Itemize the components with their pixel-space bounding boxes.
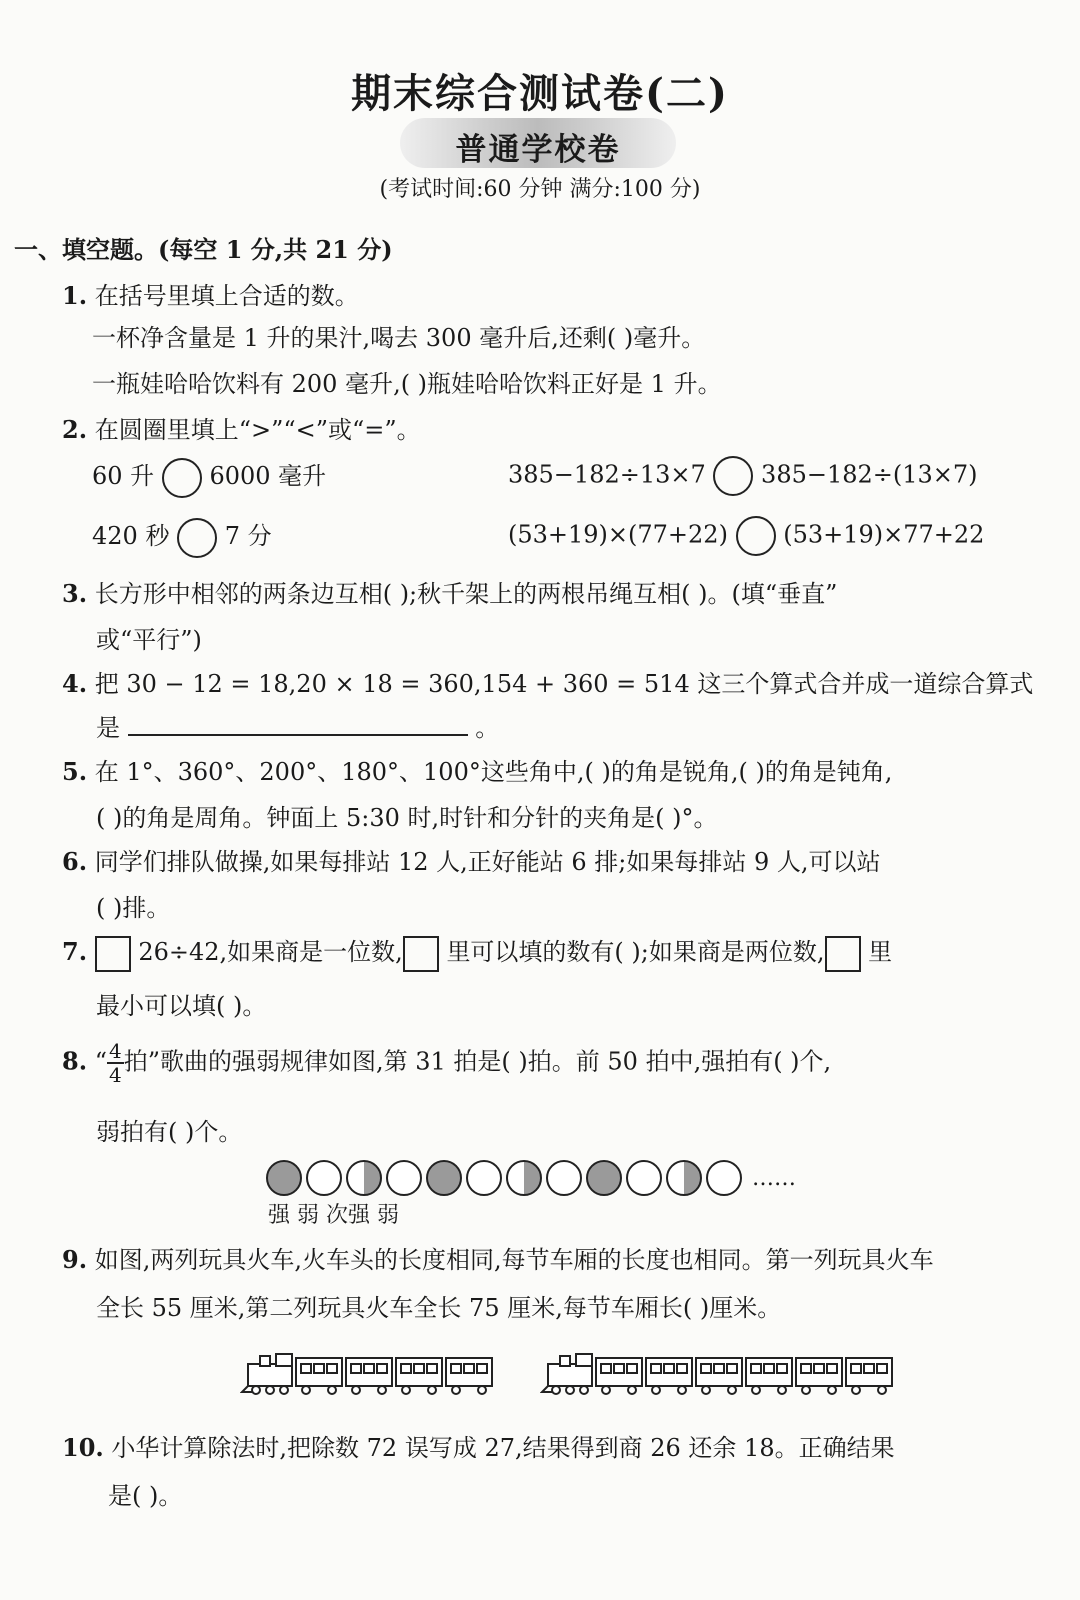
train-car (596, 1358, 642, 1394)
question-number: 3. (62, 579, 88, 608)
question-number: 9. (62, 1245, 88, 1274)
question-number: 7. (62, 937, 88, 966)
question-text: 小华计算除法时,把除数 72 误写成 27,结果得到商 26 还余 18。正确结果 (111, 1434, 895, 1462)
question-1-line-2: 一瓶娃哈哈饮料有 200 毫升,( )瓶娃哈哈饮料正好是 1 升。 (92, 370, 722, 398)
beat-circle-weak (306, 1160, 342, 1196)
answer-circle[interactable] (713, 456, 753, 496)
beat-row (266, 1168, 746, 1187)
question-5-line-1 (62, 752, 892, 787)
answer-circle[interactable] (177, 518, 217, 558)
question-8-line-1 (62, 1040, 831, 1086)
fraction-numerator: 4 (108, 1039, 122, 1063)
train-car (296, 1358, 342, 1394)
question-9-line-1 (62, 1240, 934, 1275)
question-4-line-1 (62, 664, 1033, 699)
question-number: 6. (62, 847, 88, 876)
question-number: 2. (62, 415, 88, 444)
question-8-line-2: 弱拍有( )个。 (96, 1118, 243, 1146)
compare-right: 6000 毫升 (209, 462, 327, 490)
quote-mark: “ (94, 1047, 107, 1076)
question-text: 同学们排队做操,如果每排站 12 人,正好能站 6 排;如果每排站 9 人,可以站 (94, 848, 881, 876)
answer-circle[interactable] (736, 516, 776, 556)
compare-item-d (508, 516, 984, 556)
answer-box[interactable] (825, 936, 861, 972)
beat-circle-weak (626, 1160, 662, 1196)
fraction-denominator: 4 (108, 1063, 122, 1087)
compare-right: 7 分 (224, 522, 272, 550)
question-text: 如图,两列玩具火车,火车头的长度相同,每节车厢的长度也相同。第一列玩具火车 (94, 1246, 934, 1274)
question-text: 26÷42,如果商是一位数, (138, 938, 403, 966)
answer-blank-line[interactable] (128, 712, 468, 736)
question-5-line-2: ( )的角是周角。钟面上 5:30 时,时针和分针的夹角是( )°。 (96, 804, 718, 832)
beat-circle-weak (546, 1160, 582, 1196)
time-signature-fraction (107, 1040, 124, 1086)
question-text: 把 30 − 12 = 18,20 × 18 = 360,154 + 360 = 514 这三个算式合并成一道综合算式 (94, 670, 1034, 698)
compare-left: (53+19)×(77+22) (508, 520, 728, 549)
compare-item-a (92, 456, 326, 498)
beat-ellipsis: …… (752, 1165, 796, 1191)
question-3-line-1 (62, 574, 837, 609)
compare-left: 420 秒 (92, 522, 170, 550)
compare-left: 385−182÷13×7 (508, 460, 706, 489)
question-number: 5. (62, 757, 88, 786)
exam-info: (考试时间:60 分钟 满分:100 分) (379, 177, 701, 202)
beat-circle-weak (706, 1160, 742, 1196)
train-car (346, 1358, 392, 1394)
page-title: 期末综合测试卷(二) (351, 70, 729, 117)
question-number: 8. (62, 1046, 88, 1076)
question-2-stem (62, 410, 421, 445)
compare-right: 385−182÷(13×7) (761, 460, 978, 489)
beat-circle-strong (266, 1160, 302, 1196)
compare-right: (53+19)×77+22 (783, 520, 985, 549)
page-subtitle: 普通学校卷 (455, 132, 621, 168)
question-text: 里可以填的数有( );如果商是两位数, (446, 938, 825, 966)
beat-labels: 强 弱 次强 弱 (268, 1203, 399, 1228)
train-car (846, 1358, 892, 1394)
question-10-line-1 (62, 1428, 895, 1463)
question-3-line-2: 或“平行”) (96, 626, 202, 654)
beat-circle-weak (466, 1160, 502, 1196)
answer-circle[interactable] (162, 458, 202, 498)
locomotive (242, 1354, 292, 1394)
question-number: 10. (62, 1433, 104, 1462)
question-10-line-2: 是( )。 (108, 1482, 183, 1510)
section-heading (14, 230, 393, 265)
answer-box[interactable] (403, 936, 439, 972)
question-number: 1. (62, 281, 88, 310)
question-9-line-2: 全长 55 厘米,第二列玩具火车全长 75 厘米,每节车厢长( )厘米。 (96, 1294, 782, 1322)
compare-item-c (92, 516, 272, 558)
question-7-line-2: 最小可以填( )。 (96, 992, 267, 1020)
train-car (796, 1358, 842, 1394)
question-text: 长方形中相邻的两条边互相( );秋千架上的两根吊绳互相( )。(填“垂直” (94, 580, 838, 608)
train-car (696, 1358, 742, 1394)
question-1-line-1: 一杯净含量是 1 升的果汁,喝去 300 毫升后,还剩( )毫升。 (92, 324, 706, 352)
compare-left: 60 升 (92, 462, 155, 490)
question-text: 拍”歌曲的强弱规律如图,第 31 拍是( )拍。前 50 拍中,强拍有( )个, (123, 1047, 832, 1076)
beat-circle-strong (426, 1160, 462, 1196)
question-1-stem (62, 276, 359, 311)
answer-box[interactable] (95, 936, 131, 972)
question-6-line-2: ( )排。 (96, 894, 171, 922)
question-7-line-1 (62, 932, 892, 972)
question-4-line-2 (96, 708, 499, 743)
locomotive (542, 1354, 592, 1394)
question-6-line-1 (62, 842, 881, 877)
beat-circle-sub (506, 1160, 542, 1196)
question-number: 4. (62, 669, 88, 698)
toy-train-2 (540, 1350, 902, 1396)
beat-circle-weak (386, 1160, 422, 1196)
question-text: 在括号里填上合适的数。 (94, 282, 359, 310)
question-text: 在 1°、360°、200°、180°、100°这些角中,( )的角是锐角,( )的角是钝角, (94, 758, 893, 786)
beat-circle-sub (346, 1160, 382, 1196)
train-car (446, 1358, 492, 1394)
question-text: 。 (475, 714, 500, 742)
question-text: 在圆圈里填上“>”“<”或“=”。 (94, 416, 421, 444)
compare-item-b (508, 456, 978, 496)
beat-circle-strong (586, 1160, 622, 1196)
toy-train-1 (240, 1350, 502, 1396)
beat-circle-sub (666, 1160, 702, 1196)
question-text: 里 (868, 938, 893, 966)
beat-pattern-figure (266, 1160, 796, 1196)
section-title: 一、填空题。(每空 1 分,共 21 分) (14, 235, 393, 264)
question-text: 是 (96, 714, 120, 742)
train-car (396, 1358, 442, 1394)
train-car (746, 1358, 792, 1394)
train-car (646, 1358, 692, 1394)
